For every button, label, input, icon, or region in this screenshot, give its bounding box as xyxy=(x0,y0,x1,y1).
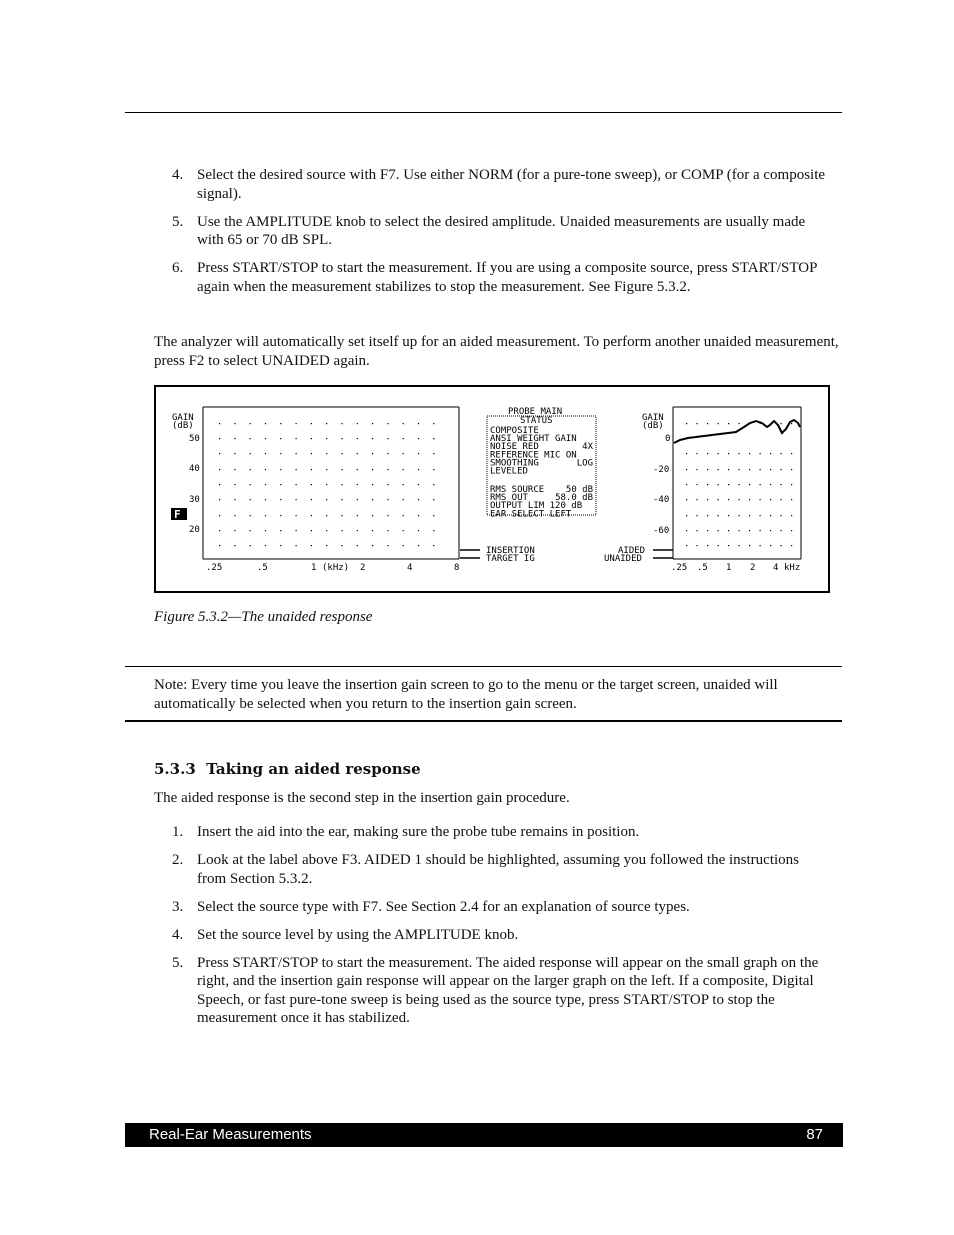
footer-title: Real-Ear Measurements xyxy=(149,1126,312,1143)
note-bottom-rule xyxy=(125,720,842,722)
list-item xyxy=(172,166,842,203)
right-ytick: -60 xyxy=(653,526,670,536)
status-line-value: 4X xyxy=(582,442,593,453)
legend-target-ig: TARGET IG xyxy=(486,554,535,564)
status-line-label: RMS OUT xyxy=(490,493,528,504)
list-number: 5. xyxy=(172,954,184,971)
section-heading: 5.3.3 Taking an aided response xyxy=(154,760,421,778)
right-xtick: kHz xyxy=(784,563,801,573)
left-ytick: 30 xyxy=(189,495,200,505)
status-line-label: OUTPUT LIM 120 dB xyxy=(490,501,583,512)
list-item xyxy=(172,898,842,917)
figure-screen xyxy=(154,385,830,593)
right-ytick: 0 xyxy=(665,434,671,444)
right-xtick: .5 xyxy=(697,563,708,573)
list-number: 2. xyxy=(172,852,184,868)
legend-unaided: UNAIDED xyxy=(604,554,642,564)
list-item xyxy=(172,213,842,250)
left-xtick: .5 xyxy=(257,563,268,573)
left-xtick: (kHz) xyxy=(322,563,350,573)
figure-caption: Figure 5.3.2—The unaided response xyxy=(154,609,373,625)
left-ylabel-2: (dB) xyxy=(172,421,194,431)
left-ylabel-1: GAIN xyxy=(172,413,194,423)
note-top-rule xyxy=(125,666,842,667)
status-panel xyxy=(487,407,596,519)
status-line-label: SMOOTHING xyxy=(490,458,539,469)
status-line-value: 58.0 dB xyxy=(555,493,593,504)
left-xtick: 1 xyxy=(311,563,317,573)
left-ytick: 50 xyxy=(189,434,200,444)
right-legend xyxy=(604,546,673,564)
right-ylabel-2: (dB) xyxy=(642,421,664,431)
status-lines xyxy=(490,426,594,519)
right-ytick: -20 xyxy=(653,465,670,475)
list-item xyxy=(172,851,842,888)
analyzer-screen-svg xyxy=(156,387,828,591)
page-footer xyxy=(125,1123,843,1147)
left-ytick: 40 xyxy=(189,464,200,474)
right-ytick: -40 xyxy=(653,495,670,505)
status-line-label: EAR SELECT LEFT xyxy=(490,509,572,520)
list-item xyxy=(172,954,842,1028)
list-number: 5. xyxy=(172,213,184,230)
left-graph xyxy=(171,407,459,573)
list-item xyxy=(172,926,842,945)
list-number: 4. xyxy=(172,167,184,183)
left-xtick: 8 xyxy=(454,563,460,573)
left-grid-dots xyxy=(219,423,434,546)
list-number: 3. xyxy=(172,898,184,915)
list-text: Insert the aid into the ear, making sure the probe tube remains in position. xyxy=(197,824,640,840)
procedure-list-top xyxy=(172,166,842,306)
list-number: 1. xyxy=(172,824,184,840)
status-title-1: PROBE MAIN xyxy=(508,407,563,417)
list-text: Set the source level by using the AMPLITUDE knob. xyxy=(197,926,519,943)
analyzer-paragraph: The analyzer will automatically set itself up for an aided measurement. To perform another unaided measurement, press F2 to select UNAIDED again. xyxy=(154,334,839,369)
right-xtick: 4 xyxy=(773,563,779,573)
header-rule xyxy=(125,112,842,113)
page-number: 87 xyxy=(806,1126,823,1143)
left-ytick: 20 xyxy=(189,525,200,535)
f-badge-label: F xyxy=(174,508,181,521)
list-number: 6. xyxy=(172,260,184,276)
status-line-label: RMS SOURCE xyxy=(490,485,545,495)
status-line-label: COMPOSITE xyxy=(490,426,539,436)
list-item xyxy=(172,823,842,842)
right-graph xyxy=(642,407,801,573)
list-number: 4. xyxy=(172,926,184,943)
list-text: Press START/STOP to start the measurement. The aided response will appear on the small graph on the right, and the insertion gain response will appear on the larger graph on the left. If a composite, Digital Speech, or fast pure-tone sweep is being used as the source type, press START/STOP to stop the measurement once it has stabilized. xyxy=(197,954,819,1026)
list-item xyxy=(172,259,842,296)
status-line-label: LEVELED xyxy=(490,466,528,477)
list-text: Use the AMPLITUDE knob to select the desired amplitude. Unaided measurements are usually made with 65 or 70 dB SPL. xyxy=(197,213,806,248)
status-line-value: LOG xyxy=(576,458,593,469)
procedure-list-bottom xyxy=(172,823,842,1037)
aided-intro-paragraph: The aided response is the second step in the insertion gain procedure. xyxy=(154,790,570,806)
status-line-label: REFERENCE MIC ON xyxy=(490,450,577,461)
status-title-2: STATUS xyxy=(520,416,553,426)
right-grid-dots xyxy=(686,423,792,546)
left-xtick: 4 xyxy=(407,563,413,573)
left-xtick: 2 xyxy=(360,563,366,573)
note-text: Note: Every time you leave the insertion gain screen to go to the menu or the target screen, unaided will automatically be selected when you return to the insertion gain screen. xyxy=(154,677,778,712)
list-text: Select the desired source with F7. Use either NORM (for a pure-tone sweep), or COMP (for a composite signal). xyxy=(197,167,826,202)
status-line-value: 50 dB xyxy=(565,485,593,495)
right-xtick: .25 xyxy=(671,563,688,573)
status-line-label: NOISE RED xyxy=(490,442,539,453)
list-text: Select the source type with F7. See Section 2.4 for an explanation of source types. xyxy=(197,898,690,915)
legend-aided: AIDED xyxy=(618,546,646,556)
left-legend xyxy=(460,546,535,564)
left-xtick: .25 xyxy=(206,563,223,573)
status-line-label: ANSI WEIGHT GAIN xyxy=(490,434,577,445)
right-xtick: 2 xyxy=(750,563,756,573)
legend-insertion: INSERTION xyxy=(486,546,535,556)
right-xtick: 1 xyxy=(726,563,732,573)
list-text: Press START/STOP to start the measurement. If you are using a composite source, press START/STOP again when the measurement stabilizes to stop the measurement. See Figure 5.3.2. xyxy=(197,260,817,295)
list-text: Look at the label above F3. AIDED 1 should be highlighted, assuming you followed the instructions from Section 5.3.2. xyxy=(197,852,799,887)
right-ylabel-1: GAIN xyxy=(642,413,664,423)
